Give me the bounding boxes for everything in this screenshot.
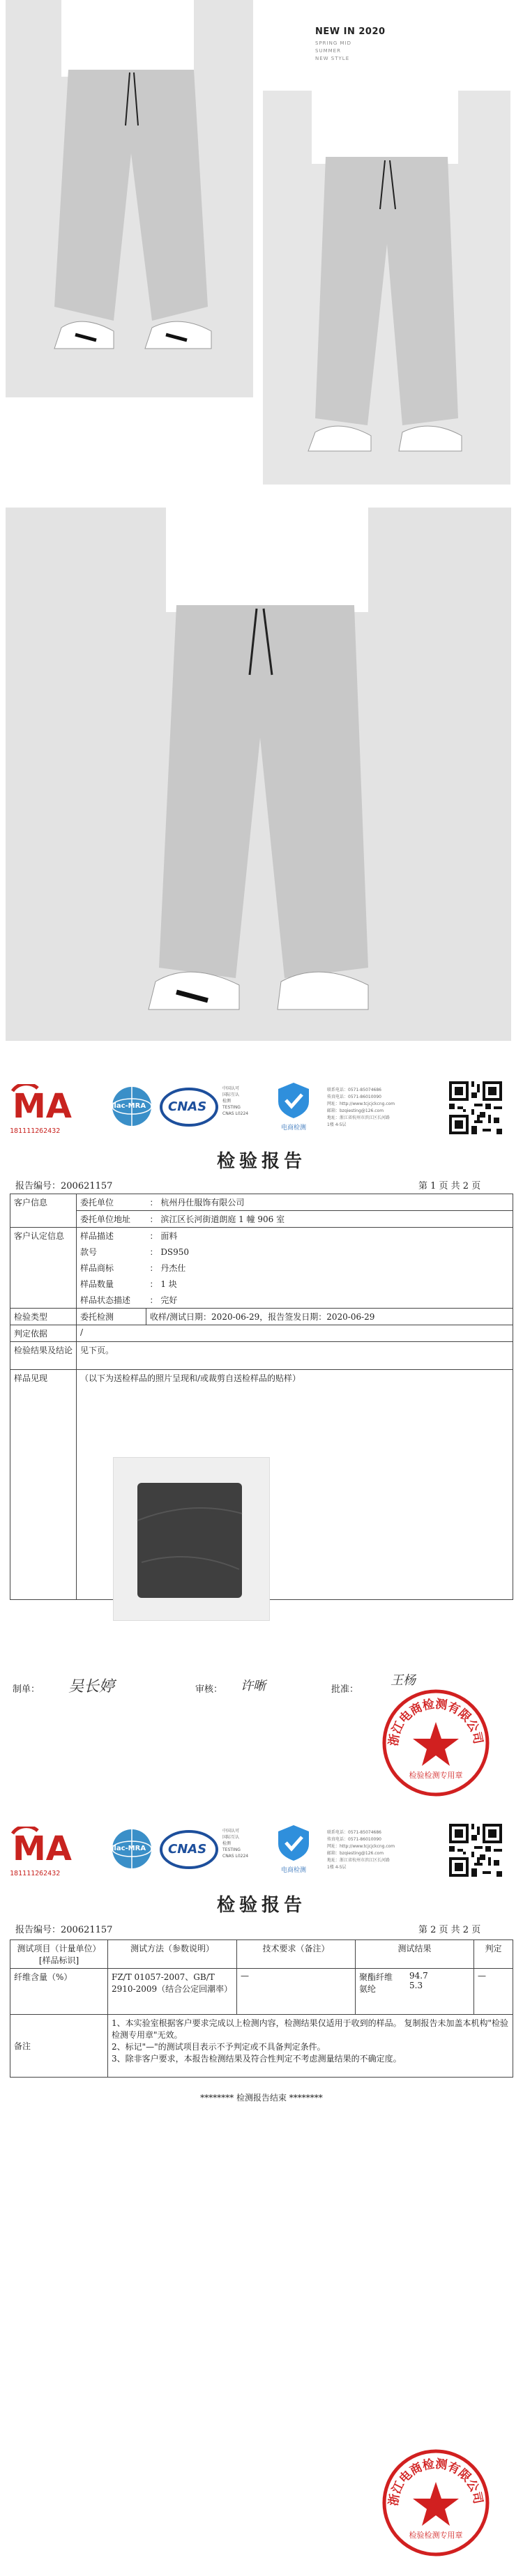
ilac-text-2: ilac-MRA <box>112 1845 146 1852</box>
note-1: 1、本实验室根据客户要求完成以上检测内容，检测结果仅适用于收到的样品。 复制报告未加盖本机构"检验检测专用章"无效。 <box>112 2018 508 2040</box>
review-label: 审核： <box>195 1684 223 1695</box>
cma-mark-icon <box>10 1084 99 1125</box>
unit-value: ： 杭州丹仕服饰有限公司 <box>146 1194 513 1211</box>
contact-2-line-6: 1楼 4-5层 <box>327 1865 347 1870</box>
basis-label: 判定依据 <box>10 1325 77 1342</box>
header-method: 测试方法（参数说明） <box>108 1940 237 1969</box>
result-label: 检验结果及结论 <box>10 1342 77 1370</box>
result-name-polyester: 聚酯纤维 <box>359 1972 393 1982</box>
shield-check-icon-2 <box>274 1823 313 1862</box>
cnas-text-2: CNAS <box>168 1842 207 1857</box>
dates-value: 收样/测试日期：2020-06-29，报告签发日期：2020-06-29 <box>146 1309 513 1325</box>
sample-desc-label: 样品描述 <box>77 1228 146 1244</box>
report1-page: 第 1 页 共 2 页 <box>418 1181 481 1191</box>
header-item: 测试项目（计量单位）[样品标识] <box>10 1940 108 1969</box>
unit-label: 委托单位 <box>77 1194 146 1211</box>
notes-cell <box>108 2015 513 2078</box>
fabric-swatch-illustration <box>114 1458 271 1622</box>
cnas-info-2-line-1: 中国认可 <box>222 1829 240 1834</box>
notes-label: 备注 <box>10 2015 108 2078</box>
cnas-info-2-line-3: 检测 <box>222 1841 232 1846</box>
report2-title: 检验报告 <box>216 1895 306 1916</box>
cnas-info-2-line-2: 国际互认 <box>222 1835 240 1840</box>
contact-2-line-3: 网址：http://www.tcjcjckcng.com <box>327 1844 395 1849</box>
seal-stamp-icon-2 <box>380 2447 492 2559</box>
product-photo-1 <box>6 0 253 397</box>
report1-title: 检验报告 <box>216 1151 306 1172</box>
seal-1-text: 浙江电商检测有限公司 <box>386 1697 485 1747</box>
cert-logos-2 <box>10 1820 512 1889</box>
cma-logo <box>10 1084 99 1135</box>
header-result: 测试结果 <box>356 1940 474 1969</box>
ilac-logo <box>107 1084 156 1131</box>
make-signature: 吴长婷 <box>68 1678 115 1695</box>
official-seal-1 <box>380 1687 492 1799</box>
ecom-logo <box>269 1081 318 1131</box>
cnas-info-line-1: 中国认可 <box>222 1086 240 1091</box>
test-results <box>356 1969 474 2015</box>
result-value-spandex: 5.3 <box>409 1981 423 1990</box>
model-value: ： DS950 <box>146 1244 513 1260</box>
cnas-text: CNAS <box>168 1099 207 1114</box>
client-info-label: 客户信息 <box>10 1194 77 1228</box>
report2-page: 第 2 页 共 2 页 <box>418 1925 481 1935</box>
type-label: 检验类型 <box>10 1309 77 1325</box>
contact-line-1: 联系电话：0571-85074686 <box>327 1088 381 1092</box>
note-3: 3、除非客户要求，本报告检测结果及符合性判定不考虑测量结果的不确定度。 <box>112 2054 402 2064</box>
contact-line-2: 传真电话：0571-86010090 <box>327 1095 381 1099</box>
product-photo-3 <box>6 508 511 1041</box>
banner-line-2: SUMMER <box>315 48 341 54</box>
report1-number: 报告编号：200621157 <box>15 1181 113 1191</box>
cnas-info-2-line-5: CNAS L0224 <box>222 1854 249 1859</box>
header-judge: 判定 <box>474 1940 513 1969</box>
svg-text:MA: MA <box>13 1829 72 1867</box>
cma-code-2: 181111262432 <box>10 1870 61 1877</box>
ecom-text: 电商检测 <box>280 1125 306 1131</box>
note-2: 2、标记"—"的测试项目表示不予判定或不具备判定条件。 <box>112 2042 326 2052</box>
qr-code <box>449 1081 502 1134</box>
cnas-info-2 <box>222 1828 261 1859</box>
qr-code-2 <box>449 1824 502 1877</box>
contact-line-6: 1楼 4-5层 <box>327 1122 347 1127</box>
cnas-info-2-line-4: TESTING <box>222 1847 241 1852</box>
shield-check-icon <box>274 1081 313 1120</box>
address-value: ： 滨江区长河街道朗庭 1 幢 906 室 <box>146 1211 513 1228</box>
report2-table <box>10 1939 513 2078</box>
approve-signature: 王杨 <box>391 1673 416 1688</box>
ilac-text: ilac-MRA <box>112 1102 146 1110</box>
seal-stamp-icon <box>380 1687 492 1799</box>
approve-label: 批准： <box>331 1684 359 1695</box>
state-label: 样品状态描述 <box>77 1292 146 1309</box>
banner-line-3: NEW STYLE <box>315 56 350 61</box>
model-label: 款号 <box>77 1244 146 1260</box>
svg-text:MA: MA <box>13 1087 72 1125</box>
seal-2-sub: 检验检测专用章 <box>409 2531 463 2540</box>
cma-code: 181111262432 <box>10 1127 61 1135</box>
banner-line-1: SPRING MID <box>315 40 351 46</box>
contact-2-line-5: 地址：浙江省杭州市滨江区长河路 <box>327 1858 391 1863</box>
basis-value: / <box>77 1325 513 1342</box>
sample-desc-value: ： 面料 <box>146 1228 513 1244</box>
make-label: 制单： <box>13 1684 40 1695</box>
contact-2-line-2: 传真电话：0571-86010090 <box>327 1837 381 1842</box>
test-method: FZ/T 01057-2007、GB/T 2910-2009（结合公定回潮率） <box>108 1969 237 2015</box>
type-value: 委托检测 <box>77 1309 146 1325</box>
fabric-swatch-photo <box>113 1457 270 1621</box>
contact-block <box>327 1087 442 1129</box>
contact-line-5: 地址：浙江省杭州市滨江区长河路 <box>327 1115 391 1120</box>
confirm-info-label: 客户认定信息 <box>10 1228 77 1309</box>
ecom-logo-2 <box>269 1823 318 1874</box>
cma-logo-2 <box>10 1827 99 1877</box>
product-photo-2 <box>263 91 510 485</box>
test-requirement: — <box>237 1969 356 2015</box>
cnas-logo-2 <box>160 1829 218 1873</box>
contact-2-line-1: 联系电话：0571-85074686 <box>327 1830 381 1835</box>
qty-label: 样品数量 <box>77 1276 146 1292</box>
seal-2-text: 浙江电商检测有限公司 <box>386 2457 485 2507</box>
seal-1-sub: 检验检测专用章 <box>409 1771 463 1780</box>
qty-value: ： 1 块 <box>146 1276 513 1292</box>
result-value: 见下页。 <box>77 1342 513 1370</box>
contact-line-4: 邮箱：bzqiesting@126.com <box>327 1108 384 1113</box>
test-judge: — <box>474 1969 513 2015</box>
cnas-info-line-3: 检测 <box>222 1099 232 1104</box>
qr-code-icon <box>449 1081 502 1134</box>
brand-label: 样品商标 <box>77 1260 146 1276</box>
report2-number: 报告编号：200621157 <box>15 1925 113 1935</box>
cnas-info-line-2: 国际互认 <box>222 1092 240 1097</box>
result-value-polyester: 94.7 <box>409 1971 428 1981</box>
ecom-text-2: 电商检测 <box>280 1867 306 1874</box>
appearance-value: （以下为送检样品的照片呈现和/或裁剪自送检样品的贴样） <box>80 1373 301 1383</box>
official-seal-2 <box>380 2447 492 2559</box>
ilac-logo-2 <box>107 1827 156 1874</box>
contact-line-3: 网址：http://www.tcjcjckcng.com <box>327 1102 395 1106</box>
test-item: 纤维含量（%） <box>10 1969 108 2015</box>
pants-illustration <box>6 0 253 397</box>
result-name-spandex: 氨纶 <box>359 1984 377 1994</box>
cnas-logo <box>160 1087 218 1130</box>
appearance-label: 样品见现 <box>10 1370 77 1600</box>
brand-value: ： 丹杰仕 <box>146 1260 513 1276</box>
contact-2-line-4: 邮箱：bzqiesting@126.com <box>327 1851 384 1856</box>
header-requirement: 技术要求（备注） <box>237 1940 356 1969</box>
cert-logos-1 <box>10 1077 512 1147</box>
contact-block-2 <box>327 1829 442 1871</box>
report-end-mark: ******** 检测报告结束 ******** <box>200 2093 323 2103</box>
cnas-info-line-5: CNAS L0224 <box>222 1111 249 1116</box>
cma-mark-icon-2 <box>10 1827 99 1867</box>
cnas-info-line-4: TESTING <box>222 1105 241 1110</box>
review-signature: 许晰 <box>241 1679 266 1693</box>
banner-title: NEW IN 2020 <box>315 26 386 37</box>
state-value: ： 完好 <box>146 1292 513 1309</box>
address-label: 委托单位地址 <box>77 1211 146 1228</box>
qr-code-icon-2 <box>449 1824 502 1877</box>
cnas-info <box>222 1085 261 1117</box>
